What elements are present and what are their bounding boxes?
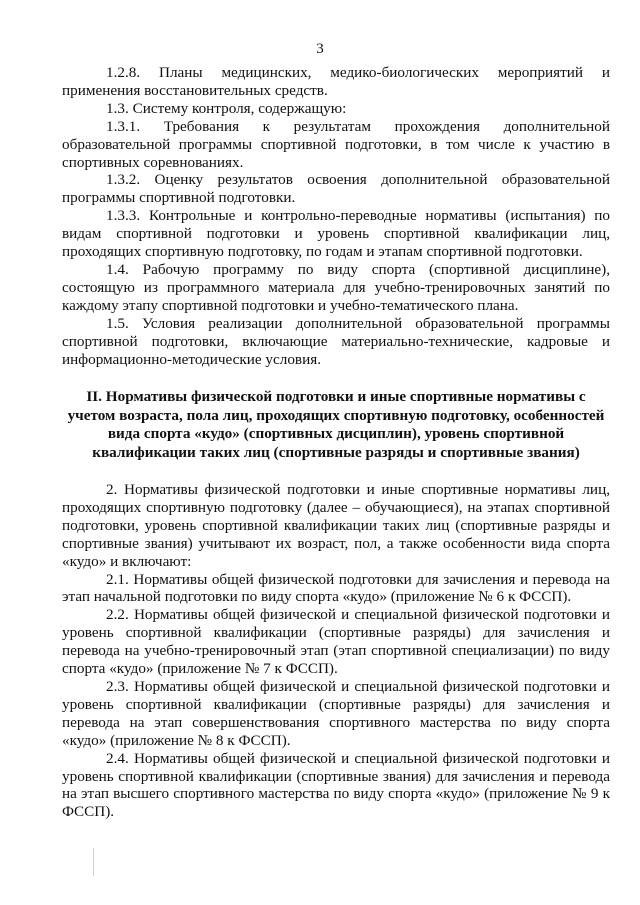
paragraph-2: 2. Нормативы физической подготовки и иные спортивные нормативы лиц, проходящих спортивную подготовку (далее – обучающиеся), на этапах спортивной подготовки, уровень спортивной квалификации таких лиц (спортивные разряды и спортивные звания) учитывают их возраст, пол, а также особенности вида спорта «кудо» и включают: [62,481,610,570]
spacer [62,462,610,481]
paragraph-1-3-2: 1.3.2. Оценку результатов освоения дополнительной образовательной программы спортивной подготовки. [62,171,610,207]
paragraph-1-4: 1.4. Рабочую программу по виду спорта (спортивной дисциплине), состоящую из программного материала для учебно-тренировочных занятий по каждому этапу спортивной подготовки и учебно-тематического плана. [62,260,610,314]
paragraph-1-3-3: 1.3.3. Контрольные и контрольно-переводные нормативы (испытания) по видам спортивной подготовки и уровень спортивной квалификации лиц, проходящих спортивную подготовку, по годам и этапам спортивной подготовки. [62,207,610,261]
paragraph-1-3-1: 1.3.1. Требования к результатам прохождения дополнительной образовательной программы спортивной подготовки, в том числе к участию в спортивных соревнованиях. [62,117,610,171]
paragraph-1-2-8: 1.2.8. Планы медицинских, медико-биологических мероприятий и применения восстановительных средств. [62,64,610,99]
paragraph-2-1: 2.1. Нормативы общей физической подготовки для зачисления и перевода на этап начальной подготовки по виду спорта «кудо» (приложение № 6 к ФССП). [62,570,610,606]
paragraph-2-2: 2.2. Нормативы общей физической и специальной физической подготовки и уровень спортивной квалификации (спортивные разряды) для зачисления и перевода на учебно-тренировочный этап (этап спортивной специализации) по виду спорта «кудо» (приложение № 7 к ФССП). [62,606,610,678]
paragraph-2-3: 2.3. Нормативы общей физической и специальной физической подготовки и уровень спортивной квалификации (спортивные разряды) для зачисления и перевода на этап совершенствования спортивного мастерства по виду спорта «кудо» (приложение № 8 к ФССП). [62,678,610,749]
document-body [62,64,610,821]
paragraph-2-4: 2.4. Нормативы общей физической и специальной физической подготовки и уровень спортивной квалификации (спортивные звания) для зачисления и перевода на этап высшего спортивного мастерства по виду спорта «кудо» (приложение № 9 к ФССП). [62,749,610,821]
paragraph-1-3: 1.3. Систему контроля, содержащую: [106,99,347,117]
page-number: 3 [316,41,324,57]
paragraph-1-5: 1.5. Условия реализации дополнительной образовательной программы спортивной подготовки, включающие материально-технические, кадровые и информационно-методические условия. [62,314,610,368]
scan-artifact-line [93,848,94,876]
section-heading: II. Нормативы физической подготовки и иные спортивные нормативы с учетом возраста, пола лиц, проходящих спортивную подготовку, особенностей вида спорта «кудо» (спортивных дисциплин), уровень спортивной квалификации таких лиц (спортивные разряды и спортивные звания) [67,388,605,461]
